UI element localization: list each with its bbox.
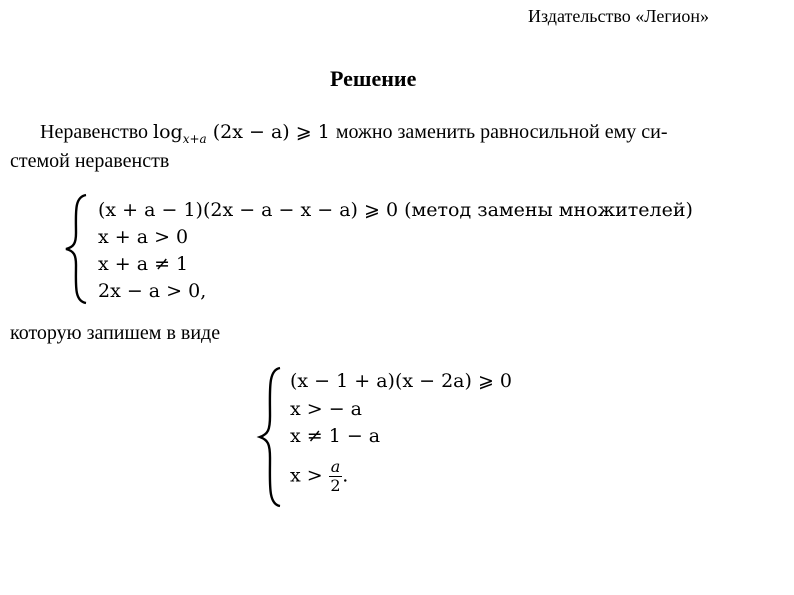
- middle-text: которую запишем в виде: [10, 322, 221, 344]
- fraction-denominator: 2: [330, 476, 341, 495]
- log-argument: (2x − a) ⩾ 1: [212, 121, 330, 143]
- section-title: Решение: [330, 66, 417, 91]
- publisher-header: Издательство «Легион»: [528, 6, 709, 26]
- system1-brace: [62, 193, 92, 305]
- system2-brace: [256, 366, 286, 508]
- log-expression: [153, 121, 336, 146]
- system1-line-4: 2x − a > 0,: [98, 280, 207, 302]
- system2-line-2: x > − a: [290, 398, 363, 420]
- system2-line-3: x ≠ 1 − a: [290, 425, 381, 447]
- intro-line-1: [40, 121, 667, 146]
- intro-text-part2: можно заменить равносильной ему си-: [335, 121, 668, 143]
- system2-line-1: (x − 1 + a)(x − 2a) ⩾ 0: [290, 370, 512, 392]
- line4-prefix: x >: [290, 464, 323, 487]
- system1-line-2: x + a > 0: [98, 226, 189, 248]
- system1-line-3: x + a ≠ 1: [98, 253, 189, 275]
- intro-text-part1: Неравенство: [40, 121, 149, 143]
- log-function: log: [153, 121, 183, 143]
- intro-line-2: стемой неравенств: [10, 150, 170, 172]
- log-base: x+a: [182, 131, 207, 146]
- fraction-numerator: a: [330, 457, 341, 476]
- line4-suffix: .: [342, 464, 349, 487]
- system1-line-1: (x + a − 1)(2x − a − x − a) ⩾ 0 (метод замены множителей): [98, 199, 693, 221]
- fraction-a-over-2: [329, 458, 343, 495]
- system2-line-4: [290, 458, 348, 495]
